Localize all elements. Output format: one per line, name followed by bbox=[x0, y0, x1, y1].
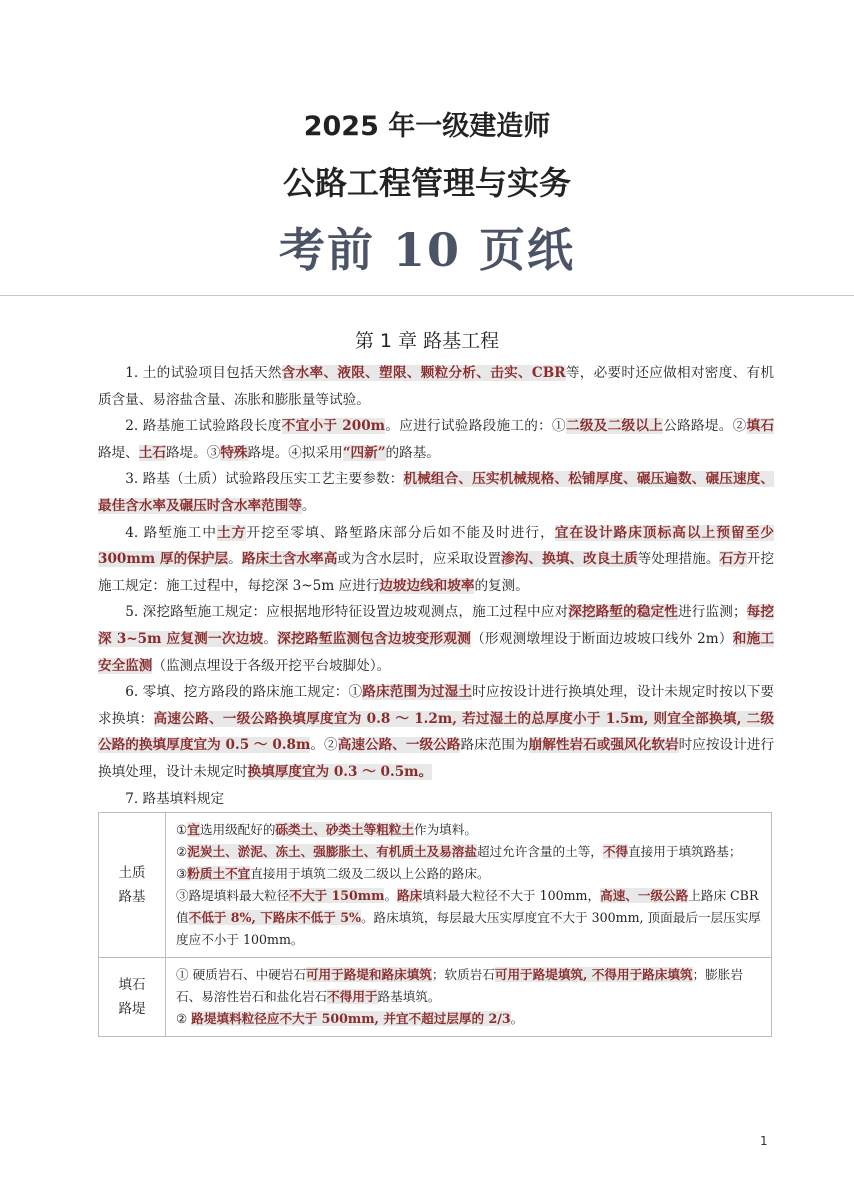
text-run: 直接用于填筑二级及二级以上公路的路床。 bbox=[250, 866, 490, 881]
text-run: ① bbox=[176, 822, 188, 837]
text-run: 等，必要时还应做相对密度、有机质含量、易溶盐含量、冻胀和膨胀量等试验。 bbox=[98, 365, 774, 408]
text-run: 作为填料。 bbox=[413, 822, 477, 837]
highlighted-text: 高速公路、一级公路换填厚度宜为 0.8 ～ 1.2m, 若过湿土的总厚度小于 1.5m, 则宜全部换填, 二级公路的换填厚度宜为 0.5 ～ 0.8m bbox=[98, 710, 775, 754]
text-run: 。 bbox=[384, 888, 398, 903]
subject-title: 公路工程管理与实务 bbox=[282, 164, 571, 202]
text-run: 或为含水层时，应采取设置 bbox=[337, 551, 502, 568]
text-run: 。应进行试验路段施工的：① bbox=[385, 418, 566, 435]
table-line bbox=[176, 964, 765, 1008]
highlighted-text: 土方 bbox=[217, 524, 247, 541]
text-run: 。 bbox=[228, 551, 242, 568]
paragraph-5 bbox=[98, 599, 774, 679]
highlighted-text: 可用于路堤和路床填筑 bbox=[305, 967, 432, 982]
table-line bbox=[176, 885, 765, 951]
text-run: ① 硬质岩石、中硬岩石 bbox=[176, 967, 306, 982]
text-run: 超过允许含量的土等， bbox=[476, 844, 603, 859]
text-run: 选用级配好的 bbox=[199, 822, 276, 837]
highlighted-text: 深挖路堑监测包含边坡变形观测 bbox=[277, 630, 472, 647]
body-text bbox=[98, 360, 774, 812]
highlighted-text: 机械组合、压实机械规格、松铺厚度、碾压遍数、碾压速度、最佳含水率及碾压时含水率范围等 bbox=[98, 471, 775, 514]
table-row bbox=[99, 958, 772, 1037]
text-run: ③路堤填料最大粒径 bbox=[176, 888, 290, 903]
text-run: 7. 路基填料规定 bbox=[125, 790, 225, 807]
text-run: 填料最大粒径不大于 100mm， bbox=[422, 888, 601, 903]
highlighted-text: 填石 bbox=[746, 418, 775, 435]
page-number: 1 bbox=[760, 1134, 768, 1148]
highlighted-text: 路床土含水率高 bbox=[241, 551, 338, 568]
chapter-heading: 第 1 章 路基工程 bbox=[354, 330, 500, 352]
highlighted-text: 粉质土不宜 bbox=[187, 866, 251, 881]
text-run: （监测点埋设于各级开挖平台坡脚处）。 bbox=[152, 657, 391, 674]
content-cell bbox=[166, 958, 772, 1037]
highlighted-text: 换填厚度宜为 0.3 ～ 0.5m。 bbox=[247, 763, 433, 780]
table-line bbox=[176, 819, 765, 841]
highlighted-text: 不得 bbox=[602, 844, 629, 859]
highlighted-text: 土石 bbox=[138, 444, 166, 461]
category-cell bbox=[99, 958, 166, 1037]
highlighted-text: 每挖深 3~5m 应复测一次边坡 bbox=[98, 604, 775, 647]
fill-material-table bbox=[98, 812, 772, 1037]
highlighted-text: 崩解性岩石或强风化软岩 bbox=[528, 737, 679, 754]
table-line bbox=[176, 1008, 765, 1030]
text-run: 3. 路基（土质）试验路段压实工艺主要参数： bbox=[125, 471, 404, 488]
text-run: 时应按设计进行换填处理，设计未规定时 bbox=[98, 737, 775, 780]
paragraph-1 bbox=[98, 360, 774, 413]
paragraph-2 bbox=[98, 413, 774, 466]
text-run: 进行监测； bbox=[678, 604, 747, 621]
text-run: 时应按设计进行换填处理，设计未规定时按以下要求换填： bbox=[98, 684, 775, 727]
text-run: 2. 路基施工试验路段长度 bbox=[125, 418, 282, 435]
text-run: ；膨胀岩石、易溶性岩石和盐化岩石 bbox=[176, 967, 743, 1004]
content-cell bbox=[166, 813, 772, 958]
highlighted-text: 宜在设计路床顶标高以上预留至少 300mm 厚的保护层 bbox=[98, 524, 775, 568]
highlighted-text: 深挖路堑的稳定性 bbox=[568, 604, 679, 621]
highlighted-text: 路床范围为过湿土 bbox=[362, 684, 473, 701]
text-run: 等处理措施。 bbox=[637, 551, 720, 568]
highlighted-text: 渗沟、换填、改良土质 bbox=[501, 551, 638, 568]
exam-year-title: 2025 年一级建造师 bbox=[303, 111, 551, 142]
highlighted-text: 路堤填料粒径应不大于 500mm, 并宜不超过层厚的 2/3 bbox=[191, 1011, 511, 1026]
text-run: 。 bbox=[301, 497, 316, 514]
text-run: 的路基。 bbox=[385, 444, 440, 461]
category-label: 路基 bbox=[118, 889, 146, 905]
text-run: 。路床填筑，每层最大压实厚度宜不大于 300mm, 顶面最后一层压实厚度应不小于 100mm。 bbox=[176, 910, 761, 947]
highlighted-text: 石方 bbox=[719, 551, 747, 568]
text-run: ；软质岩石 bbox=[431, 967, 495, 982]
text-run: 直接用于填筑路基； bbox=[628, 844, 742, 859]
main-title: 考前 10 页纸 bbox=[278, 223, 576, 277]
text-run: 1. 土的试验项目包括天然 bbox=[125, 365, 282, 381]
highlighted-text: 路床 bbox=[397, 888, 423, 903]
paragraph-6 bbox=[98, 679, 774, 785]
table-line bbox=[176, 863, 765, 885]
text-run: 路床范围为 bbox=[460, 737, 529, 754]
category-label: 路堤 bbox=[118, 1001, 146, 1017]
highlighted-text: 不宜小于 200m bbox=[281, 418, 386, 435]
header-divider bbox=[0, 295, 854, 296]
paragraph-4 bbox=[98, 520, 774, 600]
text-run: 4. 路堑施工中 bbox=[125, 524, 218, 541]
table-row bbox=[99, 813, 772, 958]
category-label: 土质 bbox=[118, 865, 146, 881]
text-run: ② bbox=[176, 1011, 192, 1026]
text-run: 路堤。④拟采用 bbox=[247, 444, 343, 461]
highlighted-text: 宜 bbox=[187, 822, 200, 837]
text-run: （形观测墩埋设于断面边坡坡口线外 2m） bbox=[471, 630, 733, 647]
table-line bbox=[176, 841, 765, 863]
text-run: 路堤、 bbox=[98, 444, 139, 461]
text-run: 开挖至零填、路堑路床部分后如不能及时进行， bbox=[246, 524, 555, 541]
highlighted-text: 边坡边线和坡率 bbox=[379, 577, 475, 594]
highlighted-text: “四新” bbox=[342, 444, 386, 461]
text-run: 6. 零填、挖方路段的路床施工规定：① bbox=[125, 684, 363, 701]
text-run: 开挖施工规定：施工过程中，每挖深 3~5m 应进行 bbox=[98, 551, 775, 594]
category-cell bbox=[99, 813, 166, 958]
highlighted-text: 泥炭土、淤泥、冻土、强膨胀土、有机质土及易溶盐 bbox=[187, 844, 477, 859]
highlighted-text: 和施工安全监测 bbox=[98, 630, 775, 674]
text-run: 。 bbox=[263, 630, 278, 647]
highlighted-text: 砾类土、砂类土等粗粒土 bbox=[275, 822, 414, 837]
highlighted-text: 不得用于 bbox=[327, 989, 378, 1004]
highlighted-text: 高速公路、一级公路 bbox=[337, 737, 461, 754]
highlighted-text: 二级及二级以上 bbox=[565, 418, 664, 435]
highlighted-text: 可用于路堤填筑, 不得用于路床填筑 bbox=[494, 967, 693, 982]
highlighted-text: 含水率、液限、塑限、颗粒分析、击实、CBR bbox=[281, 365, 566, 381]
text-run: 。② bbox=[310, 737, 338, 754]
text-run: 的复测。 bbox=[474, 577, 529, 594]
paragraph-7 bbox=[98, 786, 774, 813]
highlighted-text: 高速、一级公路 bbox=[600, 888, 689, 903]
text-run: ② bbox=[176, 844, 188, 859]
text-run: ③ bbox=[176, 866, 188, 881]
text-run: 路基填筑。 bbox=[377, 989, 441, 1004]
text-run: 路堤。③ bbox=[165, 444, 221, 461]
highlighted-text: 不大于 150mm bbox=[289, 888, 385, 903]
highlighted-text: 特殊 bbox=[220, 444, 248, 461]
text-run: 上路床 CBR 值 bbox=[176, 888, 759, 925]
highlighted-text: 不低于 8%, 下路床不低于 5% bbox=[188, 910, 361, 925]
category-label: 填石 bbox=[118, 977, 146, 993]
paragraph-3 bbox=[98, 466, 774, 519]
text-run: 公路路堤。② bbox=[663, 418, 747, 435]
text-run: 5. 深挖路堑施工规定：应根据地形特征设置边坡观测点，施工过程中应对 bbox=[125, 604, 569, 621]
text-run: 。 bbox=[510, 1011, 524, 1026]
